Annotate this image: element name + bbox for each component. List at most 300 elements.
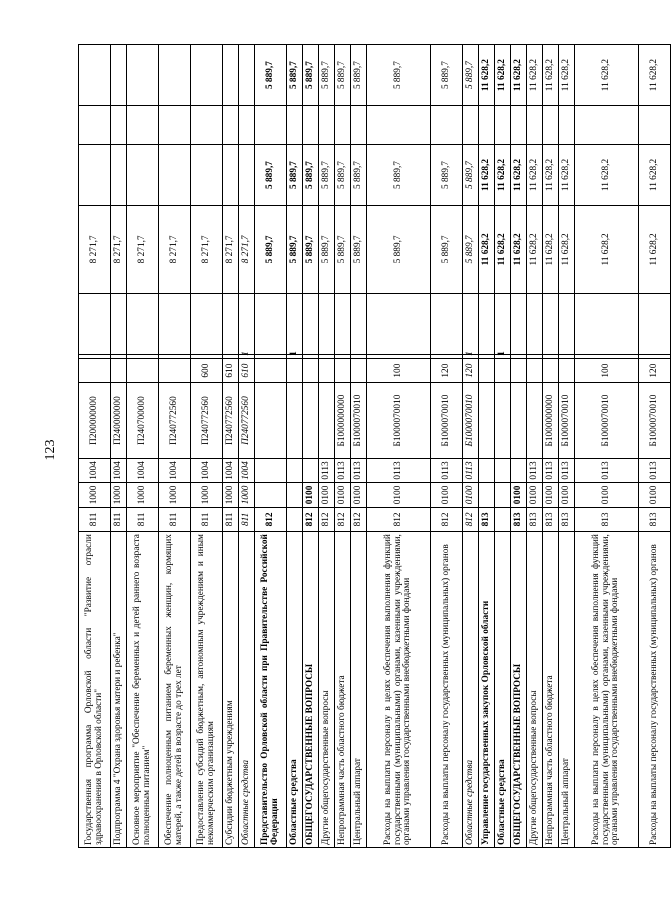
table-row <box>527 45 543 848</box>
cell-amount-4: 5 889,7 <box>367 45 431 106</box>
cell-funding-source <box>111 354 127 358</box>
table-row <box>111 45 127 848</box>
table-row <box>255 45 287 848</box>
cell-amount-2: 5 889,7 <box>431 144 463 205</box>
cell-amount-2: 11 628,2 <box>495 144 511 205</box>
cell-amount-3 <box>559 106 575 145</box>
cell-blank <box>191 293 223 354</box>
cell-amount-1: 11 628,2 <box>543 206 559 294</box>
cell-blank <box>111 293 127 354</box>
cell-funding-source <box>319 354 335 358</box>
table-row <box>431 45 463 848</box>
cell-amount-3 <box>239 106 255 145</box>
cell-funding-source <box>543 354 559 358</box>
cell-amount-2: 11 628,2 <box>543 144 559 205</box>
cell-section: 0100 <box>335 483 351 507</box>
cell-subsection: 0113 <box>367 458 431 482</box>
table-row <box>367 45 431 848</box>
row-name: Расходы на выплаты персоналу в целях обеспечения выполнения функций государственными (муниципальными) органами, казенными учреждениями, органами управления государственными внебюджетными фондами <box>367 532 431 848</box>
cell-expense-type: 120 <box>639 358 671 382</box>
cell-target-article: Б1000000000 <box>335 383 351 458</box>
cell-expense-type <box>351 358 367 382</box>
cell-amount-3 <box>335 106 351 145</box>
cell-blank <box>559 293 575 354</box>
table-row <box>559 45 575 848</box>
cell-amount-3 <box>255 106 287 145</box>
cell-blank <box>303 293 319 354</box>
cell-amount-4: 11 628,2 <box>527 45 543 106</box>
cell-expense-type <box>527 358 543 382</box>
cell-amount-4 <box>159 45 191 106</box>
cell-subsection: 1004 <box>127 458 159 482</box>
cell-blank <box>159 293 191 354</box>
cell-amount-4: 11 628,2 <box>495 45 511 106</box>
cell-expense-type <box>319 358 335 382</box>
cell-blank <box>287 293 303 354</box>
cell-admin-code: 812 <box>367 507 431 531</box>
cell-section: 0100 <box>367 483 431 507</box>
cell-blank <box>255 293 287 354</box>
cell-expense-type: 100 <box>575 358 639 382</box>
cell-funding-source <box>559 354 575 358</box>
cell-target-article: П240772560 <box>191 383 223 458</box>
cell-blank <box>639 293 671 354</box>
cell-blank <box>511 293 527 354</box>
cell-admin-code: 813 <box>543 507 559 531</box>
cell-blank <box>319 293 335 354</box>
cell-target-article: Б1000000000 <box>543 383 559 458</box>
table-row <box>159 45 191 848</box>
cell-target-article <box>303 383 319 458</box>
cell-amount-4: 5 889,7 <box>287 45 303 106</box>
cell-amount-4: 11 628,2 <box>575 45 639 106</box>
row-name: Основное мероприятие "Обеспечение беременных и детей раннего возраста полноценным питанием" <box>127 532 159 848</box>
cell-subsection <box>255 458 287 482</box>
cell-section: 1000 <box>191 483 223 507</box>
cell-target-article <box>287 383 303 458</box>
cell-amount-2: 11 628,2 <box>575 144 639 205</box>
cell-amount-1: 8 271,7 <box>111 206 127 294</box>
cell-blank <box>463 293 479 354</box>
row-name: Расходы на выплаты персоналу государственных (муниципальных) органов <box>431 532 463 848</box>
cell-amount-3 <box>431 106 463 145</box>
cell-amount-4: 5 889,7 <box>463 45 479 106</box>
cell-funding-source <box>511 354 527 358</box>
cell-target-article: Б1000070010 <box>639 383 671 458</box>
cell-amount-4: 11 628,2 <box>639 45 671 106</box>
cell-subsection: 0113 <box>543 458 559 482</box>
cell-amount-2: 5 889,7 <box>351 144 367 205</box>
cell-amount-1: 5 889,7 <box>351 206 367 294</box>
cell-amount-2: 11 628,2 <box>527 144 543 205</box>
cell-amount-1: 11 628,2 <box>495 206 511 294</box>
cell-funding-source <box>191 354 223 358</box>
cell-amount-3 <box>527 106 543 145</box>
cell-admin-code: 813 <box>527 507 543 531</box>
row-name: Обеспечение полноценным питанием беременных женщин, кормящих матерей, а также детей в возрасте до трех лет <box>159 532 191 848</box>
cell-expense-type <box>335 358 351 382</box>
cell-admin-code: 812 <box>351 507 367 531</box>
cell-target-article: П240772560 <box>159 383 191 458</box>
cell-amount-4: 5 889,7 <box>255 45 287 106</box>
cell-expense-type <box>255 358 287 382</box>
table-row <box>223 45 239 848</box>
cell-amount-1: 8 271,7 <box>127 206 159 294</box>
row-name: Областные средства <box>287 532 303 848</box>
cell-amount-2: 5 889,7 <box>255 144 287 205</box>
table-row <box>287 45 303 848</box>
cell-funding-source <box>527 354 543 358</box>
cell-amount-3 <box>303 106 319 145</box>
cell-blank <box>223 293 239 354</box>
cell-admin-code: 811 <box>239 507 255 531</box>
row-name: Расходы на выплаты персоналу государственных (муниципальных) органов <box>639 532 671 848</box>
cell-amount-1: 8 271,7 <box>79 206 111 294</box>
cell-amount-3 <box>639 106 671 145</box>
cell-target-article: П240700000 <box>127 383 159 458</box>
cell-expense-type <box>511 358 527 382</box>
row-name: ОБЩЕГОСУДАРСТВЕННЫЕ ВОПРОСЫ <box>303 532 319 848</box>
cell-amount-2: 11 628,2 <box>639 144 671 205</box>
cell-section <box>287 483 303 507</box>
cell-admin-code: 812 <box>255 507 287 531</box>
cell-amount-4: 5 889,7 <box>351 45 367 106</box>
cell-target-article: П200000000 <box>79 383 111 458</box>
row-name: Другие общегосударственные вопросы <box>527 532 543 848</box>
cell-amount-4 <box>191 45 223 106</box>
cell-amount-1: 5 889,7 <box>255 206 287 294</box>
cell-amount-2: 5 889,7 <box>335 144 351 205</box>
cell-amount-4: 5 889,7 <box>303 45 319 106</box>
cell-amount-3 <box>191 106 223 145</box>
row-name: Центральный аппарат <box>351 532 367 848</box>
cell-expense-type <box>559 358 575 382</box>
cell-section: 0100 <box>303 483 319 507</box>
cell-blank <box>431 293 463 354</box>
cell-admin-code <box>495 507 511 531</box>
cell-amount-4: 11 628,2 <box>479 45 495 106</box>
cell-blank <box>79 293 111 354</box>
cell-amount-2: 5 889,7 <box>303 144 319 205</box>
cell-blank <box>239 293 255 354</box>
cell-amount-3 <box>127 106 159 145</box>
cell-amount-2: 5 889,7 <box>319 144 335 205</box>
cell-subsection: 1004 <box>191 458 223 482</box>
cell-blank <box>527 293 543 354</box>
cell-amount-1: 11 628,2 <box>479 206 495 294</box>
cell-subsection <box>287 458 303 482</box>
table-body <box>79 45 671 848</box>
cell-amount-4: 5 889,7 <box>431 45 463 106</box>
cell-amount-2 <box>223 144 239 205</box>
table-row <box>79 45 111 848</box>
cell-amount-1: 11 628,2 <box>559 206 575 294</box>
cell-amount-3 <box>287 106 303 145</box>
table-row <box>479 45 495 848</box>
cell-amount-3 <box>159 106 191 145</box>
cell-blank <box>351 293 367 354</box>
cell-subsection: 0113 <box>351 458 367 482</box>
cell-blank <box>495 293 511 354</box>
cell-subsection: 1004 <box>79 458 111 482</box>
row-name: Областные средства <box>239 532 255 848</box>
cell-target-article: Б1000070010 <box>367 383 431 458</box>
cell-subsection: 0113 <box>335 458 351 482</box>
cell-target-article <box>479 383 495 458</box>
cell-expense-type <box>303 358 319 382</box>
cell-section: 1000 <box>127 483 159 507</box>
cell-expense-type <box>159 358 191 382</box>
table-row <box>543 45 559 848</box>
cell-funding-source <box>79 354 111 358</box>
cell-expense-type <box>495 358 511 382</box>
cell-amount-4: 11 628,2 <box>543 45 559 106</box>
cell-target-article: Б1000070010 <box>351 383 367 458</box>
row-name: Центральный аппарат <box>559 532 575 848</box>
cell-amount-4 <box>79 45 111 106</box>
cell-admin-code: 813 <box>639 507 671 531</box>
cell-amount-2: 5 889,7 <box>463 144 479 205</box>
cell-subsection <box>511 458 527 482</box>
cell-amount-1: 8 271,7 <box>191 206 223 294</box>
cell-amount-4: 11 628,2 <box>511 45 527 106</box>
cell-subsection: 1004 <box>223 458 239 482</box>
cell-amount-2: 11 628,2 <box>559 144 575 205</box>
cell-target-article: Б1000070010 <box>463 383 479 458</box>
cell-funding-source: 1 <box>463 354 479 358</box>
cell-section: 0100 <box>543 483 559 507</box>
cell-section <box>255 483 287 507</box>
cell-amount-1: 5 889,7 <box>463 206 479 294</box>
row-name: Областные средства <box>463 532 479 848</box>
table-row <box>495 45 511 848</box>
row-name: ОБЩЕГОСУДАРСТВЕННЫЕ ВОПРОСЫ <box>511 532 527 848</box>
cell-subsection: 0113 <box>527 458 543 482</box>
cell-amount-4 <box>223 45 239 106</box>
row-name: Представительство Орловской области при Правительстве Российской Федерации <box>255 532 287 848</box>
cell-amount-2 <box>239 144 255 205</box>
cell-funding-source <box>303 354 319 358</box>
row-name: Управление государственных закупок Орловской области <box>479 532 495 848</box>
cell-section: 1000 <box>239 483 255 507</box>
cell-amount-2: 5 889,7 <box>367 144 431 205</box>
cell-section: 0100 <box>511 483 527 507</box>
cell-subsection: 1004 <box>239 458 255 482</box>
cell-amount-1: 8 271,7 <box>159 206 191 294</box>
cell-expense-type <box>479 358 495 382</box>
cell-funding-source <box>127 354 159 358</box>
cell-blank <box>575 293 639 354</box>
cell-amount-1: 11 628,2 <box>511 206 527 294</box>
cell-amount-1: 5 889,7 <box>431 206 463 294</box>
cell-amount-3 <box>367 106 431 145</box>
cell-admin-code: 812 <box>303 507 319 531</box>
cell-admin-code: 813 <box>511 507 527 531</box>
row-name: Подпрограмма 4 "Охрана здоровья матери и ребенка" <box>111 532 127 848</box>
cell-admin-code: 812 <box>463 507 479 531</box>
cell-blank <box>479 293 495 354</box>
table-row <box>575 45 639 848</box>
cell-admin-code: 811 <box>159 507 191 531</box>
cell-blank <box>127 293 159 354</box>
row-name: Субсидии бюджетным учреждениям <box>223 532 239 848</box>
table-row <box>639 45 671 848</box>
cell-subsection: 0113 <box>639 458 671 482</box>
cell-target-article <box>255 383 287 458</box>
cell-funding-source <box>639 354 671 358</box>
cell-admin-code: 813 <box>575 507 639 531</box>
cell-amount-3 <box>495 106 511 145</box>
cell-expense-type: 600 <box>191 358 223 382</box>
cell-subsection: 0113 <box>463 458 479 482</box>
table-row <box>319 45 335 848</box>
cell-subsection <box>479 458 495 482</box>
cell-expense-type <box>543 358 559 382</box>
cell-expense-type <box>111 358 127 382</box>
cell-amount-3 <box>543 106 559 145</box>
cell-admin-code: 812 <box>319 507 335 531</box>
cell-amount-2: 11 628,2 <box>479 144 495 205</box>
budget-table-wrapper <box>78 44 659 848</box>
table-row <box>511 45 527 848</box>
cell-funding-source <box>479 354 495 358</box>
cell-funding-source <box>431 354 463 358</box>
table-row <box>303 45 319 848</box>
cell-expense-type: 120 <box>431 358 463 382</box>
table-row <box>239 45 255 848</box>
row-name: Другие общегосударственные вопросы <box>319 532 335 848</box>
budget-table <box>78 44 671 848</box>
cell-section: 1000 <box>79 483 111 507</box>
cell-amount-3 <box>511 106 527 145</box>
cell-funding-source: 1 <box>287 354 303 358</box>
cell-section: 0100 <box>527 483 543 507</box>
cell-target-article: Б1000070010 <box>431 383 463 458</box>
cell-expense-type <box>79 358 111 382</box>
cell-subsection: 0113 <box>559 458 575 482</box>
cell-funding-source <box>367 354 431 358</box>
cell-amount-3 <box>463 106 479 145</box>
row-name: Предоставление субсидий бюджетным, автономным учреждениям и иным некоммерческим организациям <box>191 532 223 848</box>
cell-section <box>495 483 511 507</box>
cell-expense-type <box>287 358 303 382</box>
cell-amount-2 <box>191 144 223 205</box>
cell-amount-1: 11 628,2 <box>575 206 639 294</box>
cell-section: 1000 <box>159 483 191 507</box>
row-name: Расходы на выплаты персоналу в целях обеспечения выполнения функций государственными (муниципальными) органами, казенными учреждениями, органами управления государственными внебюджетными фондами <box>575 532 639 848</box>
cell-admin-code: 813 <box>559 507 575 531</box>
cell-amount-3 <box>479 106 495 145</box>
cell-amount-2 <box>111 144 127 205</box>
cell-admin-code <box>287 507 303 531</box>
cell-amount-4: 11 628,2 <box>559 45 575 106</box>
table-row <box>191 45 223 848</box>
cell-section: 0100 <box>463 483 479 507</box>
cell-amount-1: 8 271,7 <box>239 206 255 294</box>
cell-amount-1: 8 271,7 <box>223 206 239 294</box>
cell-target-article: П240772560 <box>239 383 255 458</box>
cell-amount-4: 5 889,7 <box>335 45 351 106</box>
cell-subsection <box>495 458 511 482</box>
cell-funding-source: 1 <box>495 354 511 358</box>
table-row <box>351 45 367 848</box>
cell-section: 0100 <box>639 483 671 507</box>
cell-expense-type: 120 <box>463 358 479 382</box>
cell-subsection: 0113 <box>431 458 463 482</box>
cell-subsection: 0113 <box>319 458 335 482</box>
cell-subsection: 0113 <box>575 458 639 482</box>
cell-section: 1000 <box>223 483 239 507</box>
row-name: Государственная программа Орловской области "Развитие отрасли здравоохранения в Орловской области" <box>79 532 111 848</box>
cell-amount-1: 11 628,2 <box>639 206 671 294</box>
cell-amount-2 <box>79 144 111 205</box>
cell-target-article <box>495 383 511 458</box>
cell-section: 0100 <box>319 483 335 507</box>
cell-amount-4: 5 889,7 <box>319 45 335 106</box>
cell-amount-4 <box>127 45 159 106</box>
cell-amount-1: 5 889,7 <box>303 206 319 294</box>
cell-target-article <box>511 383 527 458</box>
page-number: 123 <box>43 439 58 461</box>
cell-amount-1: 5 889,7 <box>319 206 335 294</box>
cell-amount-3 <box>319 106 335 145</box>
cell-amount-4 <box>239 45 255 106</box>
cell-amount-2 <box>127 144 159 205</box>
cell-target-article <box>527 383 543 458</box>
cell-funding-source <box>255 354 287 358</box>
cell-blank <box>367 293 431 354</box>
cell-expense-type: 100 <box>367 358 431 382</box>
cell-funding-source <box>159 354 191 358</box>
cell-target-article: П240772560 <box>223 383 239 458</box>
cell-blank <box>543 293 559 354</box>
cell-funding-source <box>223 354 239 358</box>
cell-blank <box>335 293 351 354</box>
cell-admin-code: 811 <box>111 507 127 531</box>
cell-target-article: Б1000070010 <box>575 383 639 458</box>
row-name: Непрограммная часть областного бюджета <box>335 532 351 848</box>
table-row <box>335 45 351 848</box>
cell-target-article: П240000000 <box>111 383 127 458</box>
cell-amount-4 <box>111 45 127 106</box>
cell-amount-2: 11 628,2 <box>511 144 527 205</box>
cell-funding-source <box>351 354 367 358</box>
cell-amount-2: 5 889,7 <box>287 144 303 205</box>
cell-expense-type: 610 <box>223 358 239 382</box>
cell-amount-3 <box>575 106 639 145</box>
cell-funding-source <box>575 354 639 358</box>
cell-section: 0100 <box>431 483 463 507</box>
cell-funding-source <box>335 354 351 358</box>
cell-admin-code: 812 <box>335 507 351 531</box>
cell-amount-3 <box>351 106 367 145</box>
cell-admin-code: 813 <box>479 507 495 531</box>
cell-target-article: Б1000070010 <box>559 383 575 458</box>
cell-admin-code: 811 <box>223 507 239 531</box>
row-name: Областные средства <box>495 532 511 848</box>
cell-expense-type: 610 <box>239 358 255 382</box>
cell-amount-2 <box>159 144 191 205</box>
cell-amount-1: 5 889,7 <box>367 206 431 294</box>
cell-funding-source: 1 <box>239 354 255 358</box>
cell-admin-code: 811 <box>191 507 223 531</box>
cell-expense-type <box>127 358 159 382</box>
cell-subsection: 1004 <box>159 458 191 482</box>
cell-section: 0100 <box>575 483 639 507</box>
cell-subsection: 1004 <box>111 458 127 482</box>
cell-admin-code: 812 <box>431 507 463 531</box>
row-name: Непрограммная часть областного бюджета <box>543 532 559 848</box>
